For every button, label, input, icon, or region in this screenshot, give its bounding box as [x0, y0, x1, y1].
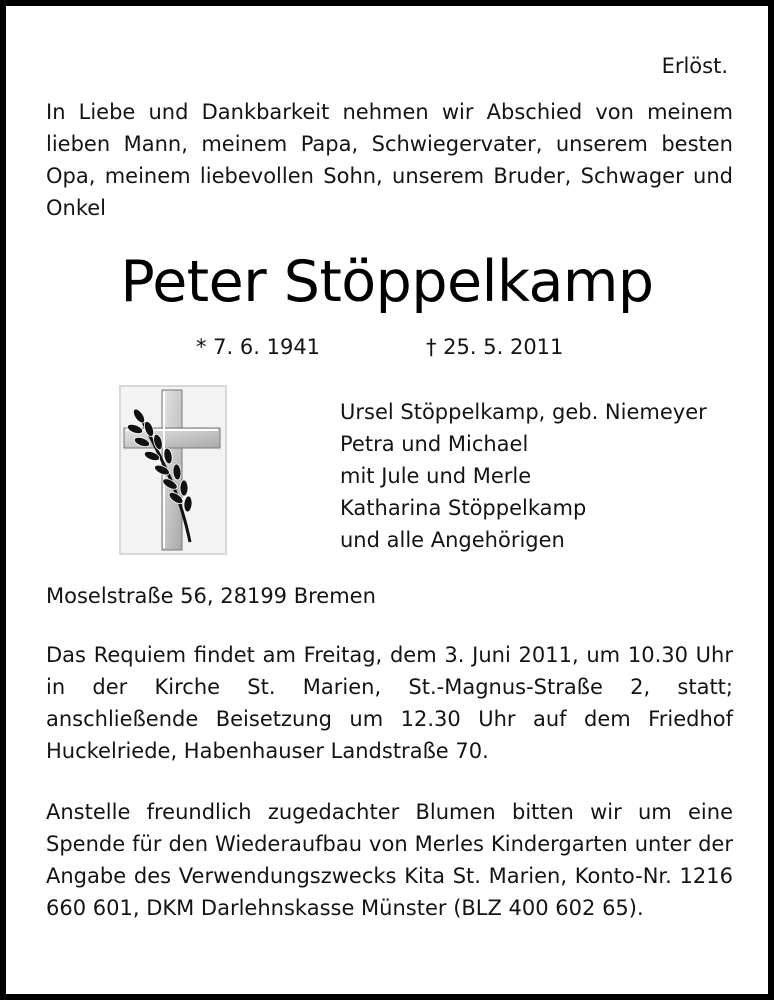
cross-with-wheat-icon [118, 384, 228, 556]
cross-graphic [118, 384, 228, 556]
birth-date: * 7. 6. 1941 [196, 335, 321, 359]
family-list [340, 396, 740, 556]
address-line: Moselstraße 56, 28199 Bremen [46, 584, 376, 608]
requiem-paragraph: Das Requiem findet am Freitag, dem 3. Juni 2011, um 10.30 Uhr in der Kirche St. Marien, St.-Magnus-Straße 2, statt; anschließende Beisetzung um 12.30 Uhr auf dem Friedhof Huckelriede, Habenhauser Landstraße 70. [46, 643, 733, 763]
death-date: † 25. 5. 2011 [426, 335, 564, 359]
family-line: Katharina Stöppelkamp [340, 496, 587, 520]
family-line: mit Jule und Merle [340, 464, 532, 488]
family-line: und alle Angehörigen [340, 528, 565, 552]
family-line: Ursel Stöppelkamp, geb. Niemeyer [340, 400, 707, 424]
family-line: Petra und Michael [340, 432, 529, 456]
intro-paragraph: In Liebe und Dankbarkeit nehmen wir Abschied von meinem lieben Mann, meinem Papa, Schwiegervater, unserem besten Opa, meinem liebevollen Sohn, unserem Bruder, Schwager und Onkel [46, 100, 733, 220]
erloest-text: Erlöst. [661, 54, 728, 78]
donation-paragraph: Anstelle freundlich zugedachter Blumen bitten wir um eine Spende für den Wiederaufbau von Merles Kindergarten unter der Angabe des Verwendungszwecks Kita St. Marien, Konto-Nr. 1216 660 601, DKM Darlehnskasse Münster (BLZ 400 602 65). [46, 800, 733, 920]
deceased-name: Peter Stöppelkamp [120, 249, 654, 315]
